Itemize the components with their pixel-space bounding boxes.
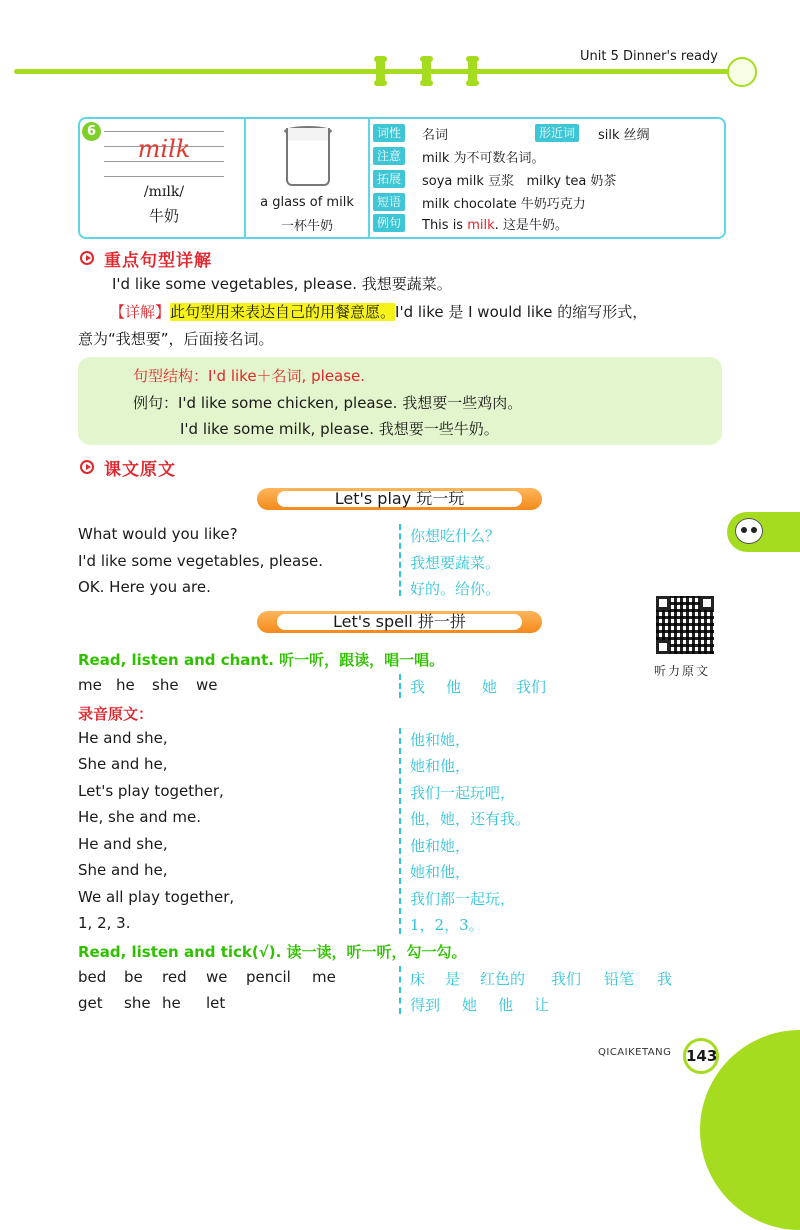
tick-word: get bbox=[78, 994, 103, 1012]
tag-phrase: 短语 bbox=[373, 193, 405, 211]
recording-translation: 我们一起玩吧， bbox=[410, 784, 516, 802]
recording-translation: 我们都一起玩， bbox=[410, 890, 516, 908]
panda-icon bbox=[735, 518, 763, 544]
chant-translation: 她 bbox=[482, 678, 498, 696]
tick-word: pencil bbox=[246, 968, 291, 986]
note-text: milk 为不可数名词。 bbox=[422, 151, 545, 166]
recording-translation: 他，她，还有我。 bbox=[410, 810, 531, 828]
recording-translation: 她和他， bbox=[410, 757, 471, 775]
recording-translation: 她和他， bbox=[410, 863, 471, 881]
qr-finder bbox=[700, 596, 714, 610]
card-divider bbox=[368, 117, 370, 239]
publisher: QICAIKETANG bbox=[598, 1047, 672, 1058]
lets-spell-bar bbox=[257, 611, 542, 633]
chant-translation: 他 bbox=[446, 678, 462, 696]
recording-line: He and she, bbox=[78, 729, 168, 747]
recording-line: 1, 2, 3. bbox=[78, 914, 131, 932]
recording-line: He and she, bbox=[78, 835, 168, 853]
pattern-structure: 句型结构：I'd like＋名词, please. bbox=[133, 367, 366, 385]
dashed-divider bbox=[399, 524, 401, 596]
unit-title: Unit 5 Dinner's ready bbox=[580, 49, 718, 64]
qr-finder bbox=[656, 596, 670, 610]
header-rule bbox=[14, 69, 736, 74]
tag-part-of-speech: 词性 bbox=[373, 124, 405, 142]
milk-glass-image bbox=[286, 128, 330, 186]
chant-word: me bbox=[78, 676, 102, 694]
part-of-speech: 名词 bbox=[422, 128, 449, 143]
writing-line bbox=[104, 176, 224, 177]
mascot-icon bbox=[727, 57, 757, 87]
vocab-word: milk bbox=[137, 135, 191, 163]
tick-word: me bbox=[312, 968, 336, 986]
recording-line: He, she and me. bbox=[78, 808, 201, 826]
lets-play-label: Let's play 玩一玩 bbox=[334, 489, 465, 508]
tick-translation: 她 bbox=[462, 996, 478, 1014]
explanation-line2: 意为“我想要”，后面接名词。 bbox=[78, 330, 274, 348]
lets-spell-label: Let's spell 拼一拼 bbox=[333, 612, 466, 631]
section-title-key-pattern: 重点句型详解 bbox=[104, 251, 212, 271]
recording-line: We all play together, bbox=[78, 888, 235, 906]
image-caption-zh: 一杯牛奶 bbox=[280, 219, 333, 234]
dialogue-line: OK. Here you are. bbox=[78, 578, 211, 596]
recording-translation: 他和她， bbox=[410, 731, 471, 749]
explanation: 【详解】此句型用来表达自己的用餐意愿。I'd like 是 I would like 的缩写形式， bbox=[110, 303, 648, 321]
binder-peg bbox=[376, 58, 385, 84]
image-caption-en: a glass of milk bbox=[260, 195, 354, 210]
chant-title: Read, listen and chant. 听一听，跟读，唱一唱。 bbox=[78, 651, 445, 669]
recording-line: Let's play together, bbox=[78, 782, 224, 800]
chant-word: we bbox=[196, 676, 218, 694]
tick-translation: 铅笔 bbox=[604, 970, 635, 988]
dialogue-translation: 你想吃什么？ bbox=[410, 527, 501, 545]
tick-translation: 得到 bbox=[410, 996, 441, 1014]
lets-play-bar bbox=[257, 488, 542, 510]
extension-text: soya milk 豆浆 milky tea 奶茶 bbox=[422, 174, 617, 189]
pattern-example-1: 例句：I'd like some chicken, please. 我想要一些鸡肉。 bbox=[133, 394, 523, 412]
key-sentence: I'd like some vegetables, please. 我想要蔬菜。 bbox=[112, 275, 452, 293]
recording-label: 录音原文： bbox=[78, 705, 154, 723]
tick-translation: 红色的 bbox=[480, 970, 526, 988]
tick-translation: 我 bbox=[657, 970, 673, 988]
phonetic: /mɪlk/ bbox=[143, 184, 185, 200]
tick-word: red bbox=[162, 968, 187, 986]
dashed-divider bbox=[399, 674, 401, 698]
dialogue-translation: 我想要蔬菜。 bbox=[410, 554, 501, 572]
recording-translation: 1，2，3。 bbox=[410, 916, 484, 934]
section-title-text: 课文原文 bbox=[104, 460, 176, 480]
binder-peg bbox=[468, 58, 477, 84]
recording-translation: 他和她， bbox=[410, 837, 471, 855]
recording-line: She and he, bbox=[78, 755, 168, 773]
phrase-text: milk chocolate 牛奶巧克力 bbox=[422, 197, 586, 212]
page-number: 143 bbox=[683, 1038, 719, 1074]
dashed-divider bbox=[399, 728, 401, 934]
tag-note: 注意 bbox=[373, 147, 405, 165]
word-number-badge: 6 bbox=[82, 122, 101, 141]
binder-peg bbox=[422, 58, 431, 84]
dialogue-line: I'd like some vegetables, please. bbox=[78, 552, 324, 570]
tag-extension: 拓展 bbox=[373, 170, 405, 188]
tick-word: let bbox=[206, 994, 226, 1012]
tick-translation: 是 bbox=[445, 970, 461, 988]
tick-translation: 床 bbox=[410, 970, 426, 988]
section-bullet-icon bbox=[80, 251, 94, 265]
writing-line bbox=[104, 131, 224, 132]
tick-word: be bbox=[124, 968, 143, 986]
tick-word: he bbox=[162, 994, 181, 1012]
pattern-example-2: I'd like some milk, please. 我想要一些牛奶。 bbox=[180, 420, 499, 438]
chant-translation: 我们 bbox=[516, 678, 547, 696]
qr-finder bbox=[656, 640, 670, 654]
dialogue-line: What would you like? bbox=[78, 525, 238, 543]
tick-translation: 他 bbox=[498, 996, 514, 1014]
word-meaning: 牛奶 bbox=[148, 207, 179, 225]
dialogue-translation: 好的。给你。 bbox=[410, 580, 501, 598]
chant-translation: 我 bbox=[410, 678, 426, 696]
tag-similar: 形近词 bbox=[535, 124, 579, 142]
tick-word: she bbox=[124, 994, 151, 1012]
example-sentence: This is milk. 这是牛奶。 bbox=[422, 218, 568, 233]
tick-translation: 我们 bbox=[551, 970, 582, 988]
dashed-divider bbox=[399, 966, 401, 1014]
section-bullet-icon bbox=[80, 460, 94, 474]
tick-word: we bbox=[206, 968, 228, 986]
tag-example: 例句 bbox=[373, 214, 405, 232]
tick-title: Read, listen and tick(√). 读一读，听一听，勾一勾。 bbox=[78, 943, 467, 961]
chant-word: he bbox=[116, 676, 135, 694]
tick-word: bed bbox=[78, 968, 107, 986]
similar-word: silk 丝绸 bbox=[598, 128, 650, 143]
qr-label: 听力原文 bbox=[654, 664, 711, 678]
chant-word: she bbox=[152, 676, 179, 694]
tick-translation: 让 bbox=[534, 996, 550, 1014]
recording-line: She and he, bbox=[78, 861, 168, 879]
